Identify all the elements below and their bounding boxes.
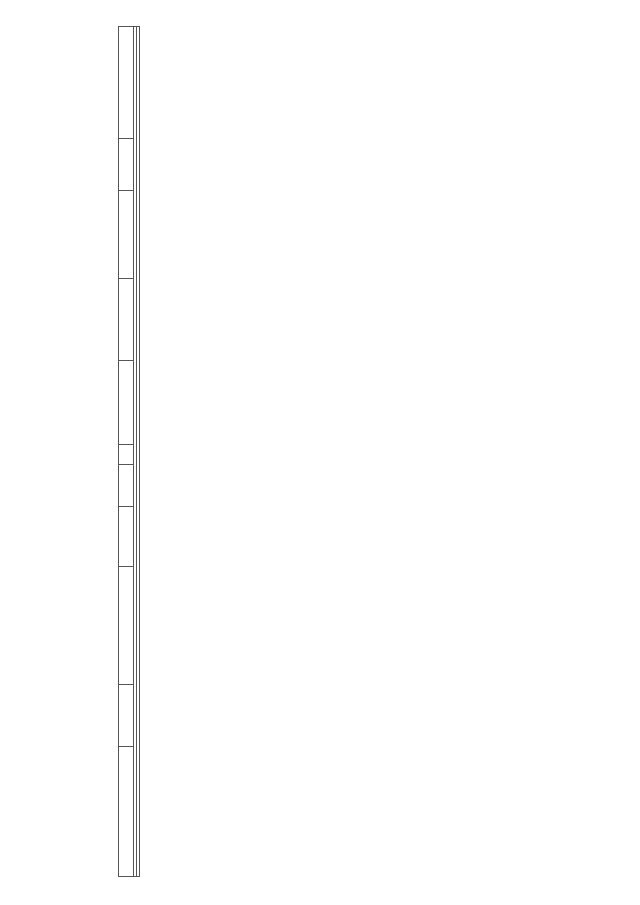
column-number [119, 191, 134, 279]
complex-row [137, 27, 140, 877]
column-number [119, 747, 134, 877]
column-number [119, 567, 134, 685]
column-number [119, 507, 134, 567]
complex-title [137, 27, 140, 877]
column-number [119, 27, 134, 139]
column-number [119, 139, 134, 191]
column-number [119, 685, 134, 747]
column-number [119, 465, 134, 507]
column-number [119, 361, 134, 445]
column-number [119, 445, 134, 465]
column-number-row [119, 27, 134, 877]
budget-table [118, 26, 140, 877]
column-number [119, 279, 134, 361]
